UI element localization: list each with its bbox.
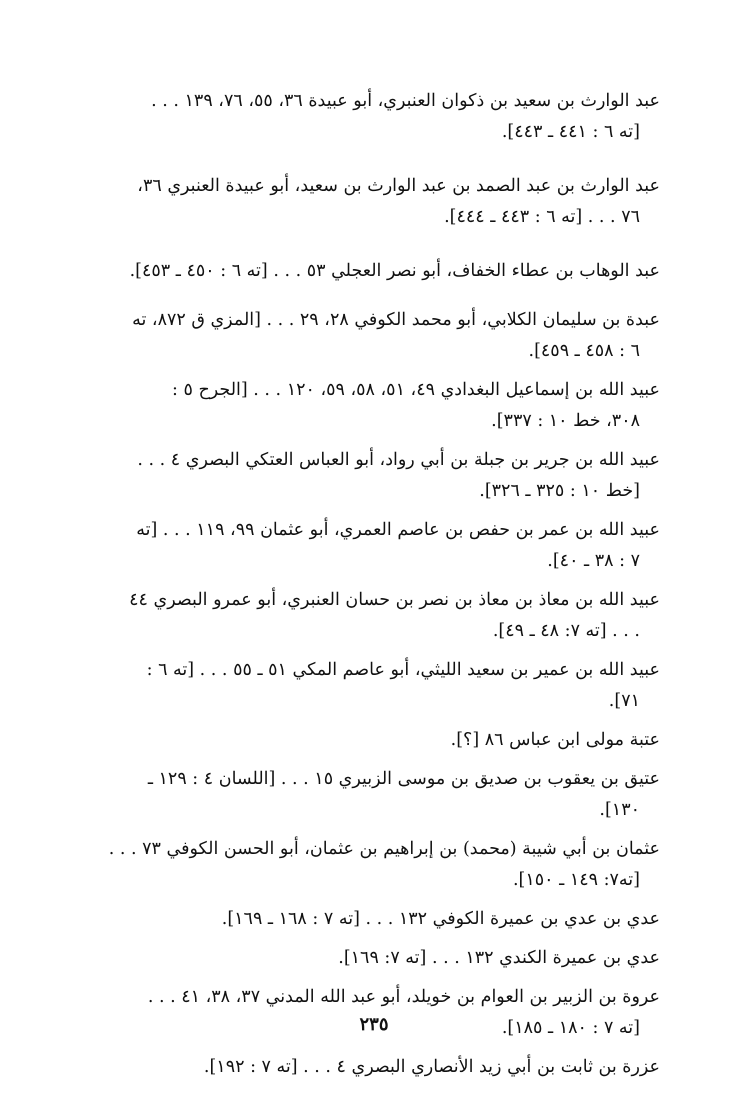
entry-text: عبد الوارث بن عبد الصمد بن عبد الوارث بن سعيد، أبو عبيدة العنبري ٣٦، bbox=[137, 176, 660, 196]
entry-continuation: ٦ : ٤٥٨ ـ ٤٥٩]. bbox=[528, 341, 640, 361]
entry-text: عبيد الله بن معاذ بن معاذ بن نصر بن حسان العنبري، أبو عمرو البصري ٤٤ bbox=[129, 590, 660, 610]
entry-continuation: [ته٧: ١٤٩ ـ ١٥٠]. bbox=[512, 870, 640, 890]
index-entry bbox=[100, 1052, 660, 1083]
entry-continuation: [خط ١٠ : ٣٢٥ ـ ٣٢٦]. bbox=[479, 481, 640, 501]
entry-continuation: . . . [ته ٧: ٤٨ ـ ٤٩]. bbox=[492, 621, 640, 641]
entry-text: عبد الوهاب بن عطاء الخفاف، أبو نصر العجلي ٥٣ . . . [ته ٦ : ٤٥٠ ـ ٤٥٣]. bbox=[129, 261, 660, 281]
index-entry bbox=[100, 585, 660, 647]
index-entry bbox=[100, 375, 660, 437]
entry-continuation: ٧١]. bbox=[608, 691, 640, 711]
entry-text: عثمان بن أبي شيبة (محمد) بن إبراهيم بن عثمان، أبو الحسن الكوفي ٧٣ . . . bbox=[108, 839, 660, 859]
page-number: ٢٣٥ bbox=[359, 1014, 389, 1035]
index-entry bbox=[100, 904, 660, 935]
entry-text: عبد الوارث بن سعيد بن ذكوان العنبري، أبو عبيدة ٣٦، ٥٥، ٧٦، ١٣٩ . . . bbox=[151, 91, 660, 111]
entry-continuation: [ته ٧ : ١٨٠ ـ ١٨٥]. bbox=[501, 1018, 640, 1038]
entry-text: عبيد الله بن عمر بن حفص بن عاصم العمري، أبو عثمان ٩٩، ١١٩ . . . [ته bbox=[136, 520, 660, 540]
entry-text: عبيد الله بن إسماعيل البغدادي ٤٩، ٥١، ٥٨، ٥٩، ١٢٠ . . . [الجرح ٥ : bbox=[172, 380, 660, 400]
index-entry bbox=[100, 515, 660, 577]
index-entry bbox=[100, 86, 660, 148]
entry-text: عدي بن عميرة الكندي ١٣٢ . . . [ته ٧: ١٦٩]. bbox=[338, 948, 660, 968]
index-entry bbox=[100, 445, 660, 507]
entry-continuation: ٧ : ٣٨ ـ ٤٠]. bbox=[547, 551, 640, 571]
index-entry bbox=[100, 943, 660, 974]
entry-continuation: ١٣٠]. bbox=[599, 800, 640, 820]
entry-text: عبدة بن سليمان الكلابي، أبو محمد الكوفي ٢٨، ٢٩ . . . [المزي ق ٨٧٢، ته bbox=[132, 310, 660, 330]
index-entry bbox=[100, 305, 660, 367]
index-entry bbox=[100, 764, 660, 826]
index-entry bbox=[100, 655, 660, 717]
entry-text: عتيق بن يعقوب بن صديق بن موسى الزبيري ١٥ . . . [اللسان ٤ : ١٢٩ ـ bbox=[147, 769, 660, 789]
entry-text: عبيد الله بن عمير بن سعيد الليثي، أبو عاصم المكي ٥١ ـ ٥٥ . . . [ته ٦ : bbox=[146, 660, 660, 680]
index-entry bbox=[100, 256, 660, 287]
entry-continuation: [ته ٦ : ٤٤١ ـ ٤٤٣]. bbox=[501, 122, 640, 142]
entry-text: عروة بن الزبير بن العوام بن خويلد، أبو عبد الله المدني ٣٧، ٣٨، ٤١ . . . bbox=[147, 987, 660, 1007]
entry-text: عتبة مولى ابن عباس ٨٦ [؟]. bbox=[450, 730, 660, 750]
entry-text: عبيد الله بن جرير بن جبلة بن أبي رواد، أبو العباس العتكي البصري ٤ . . . bbox=[137, 450, 660, 470]
entry-text: عزرة بن ثابت بن أبي زيد الأنصاري البصري ٤ . . . [ته ٧ : ١٩٢]. bbox=[203, 1057, 660, 1077]
entry-continuation: ٧٦ . . . [ته ٦ : ٤٤٣ ـ ٤٤٤]. bbox=[444, 207, 640, 227]
index-entry bbox=[100, 834, 660, 896]
index-entry bbox=[100, 725, 660, 756]
entry-text: عدي بن عدي بن عميرة الكوفي ١٣٢ . . . [ته ٧ : ١٦٨ ـ ١٦٩]. bbox=[221, 909, 660, 929]
index-entry bbox=[100, 171, 660, 233]
narrator-index-list bbox=[100, 86, 660, 1083]
entry-continuation: ٣٠٨، خط ١٠ : ٣٣٧]. bbox=[491, 411, 640, 431]
